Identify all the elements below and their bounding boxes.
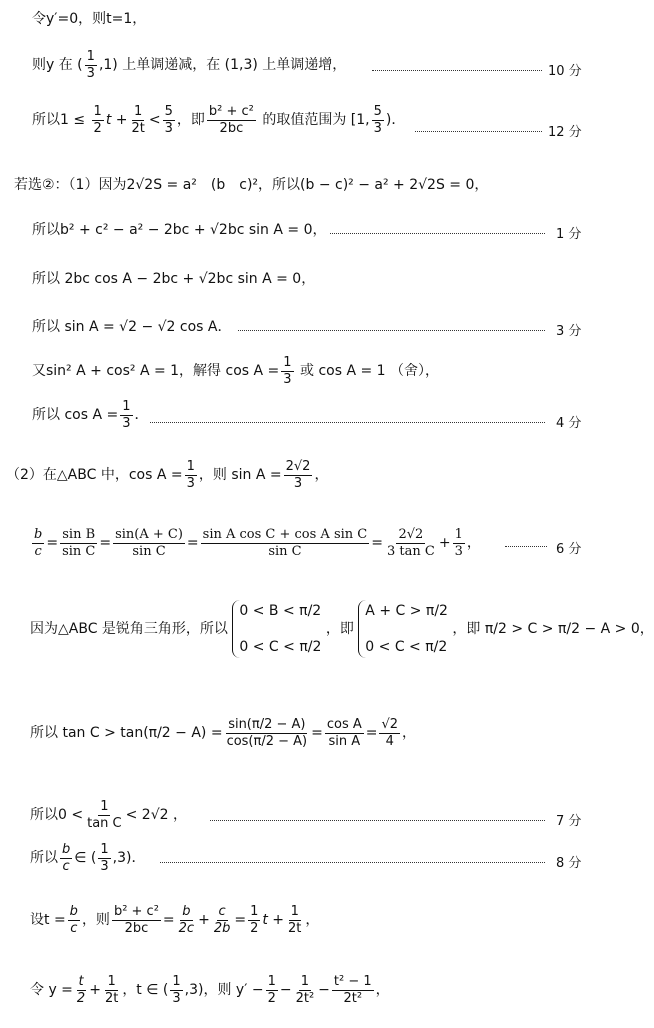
- dotted-leader: [210, 820, 545, 821]
- text: 或 cos A = 1 （舍），: [295, 363, 440, 380]
- numerator: sin(π/2 − A): [228, 717, 306, 732]
- fraction: [85, 50, 97, 80]
- text: 因为△ABC 是锐角三角形，所以: [30, 621, 228, 637]
- numerator: 1: [454, 527, 463, 542]
- brace-system: [358, 600, 448, 658]
- denominator: 2b: [213, 920, 231, 936]
- fraction: [177, 905, 196, 935]
- text: ，则 sin A =: [198, 467, 282, 484]
- numerator: 1: [186, 459, 195, 474]
- score-label: 10 分: [548, 64, 582, 79]
- fraction: [286, 905, 303, 935]
- numerator: 1: [250, 904, 259, 919]
- text: 设t =: [30, 912, 66, 929]
- denominator: 2bc: [124, 920, 149, 936]
- fraction: [170, 975, 182, 1005]
- numerator: t: [78, 974, 84, 989]
- fraction: [68, 905, 80, 935]
- text: （2）在△ABC 中，cos A =: [6, 467, 183, 484]
- denominator: tan C: [87, 815, 122, 831]
- text: 令 y =: [30, 982, 73, 999]
- denominator: c: [70, 920, 78, 936]
- dotted-leader: [238, 330, 545, 331]
- denominator: 2: [267, 990, 276, 1006]
- fraction: [92, 105, 104, 135]
- fraction: [284, 460, 313, 490]
- line-4: 若选②：（1）因为2√2S = a² (b c)²，所以(b − c)² − a² + 2√2S = 0，: [14, 177, 489, 193]
- fraction: [372, 105, 384, 135]
- text: 又sin² A + cos² A = 1，解得 cos A =: [32, 363, 280, 380]
- line-8: [32, 356, 439, 386]
- score-label: 3 分: [556, 324, 582, 339]
- text: ，: [375, 982, 390, 999]
- fraction: [325, 718, 364, 748]
- text: ∈ (: [74, 850, 97, 867]
- denominator: sin A: [328, 733, 361, 749]
- denominator: 3: [373, 120, 382, 136]
- numerator: b: [69, 904, 78, 919]
- numerator: 1: [267, 974, 276, 989]
- denominator: c: [62, 858, 70, 874]
- text: 的取值范围为 [1,: [257, 112, 370, 129]
- line-11: $\frac{b}{c}$ = $\frac{\text{sin B}}{\text{sin C}}$ = $\frac{\sin(A + C)}{\text{sin C}}$ = $\frac{\text{sin A cos C + cos A sin C}}{\text{sin C}}$ = $\frac{2√2}{\text{3 tan C}}$ + $\frac{1}{3}$ ，: [34, 527, 481, 559]
- line-13: 所以 tan C > tan(π/2 − A) = $\frac{\sin(\pi/2 - A)}{\cos(\pi/2 - A)}$ = $\frac{\text{cos A}}{\text{sin A}}$ = $\frac{√2}{4}$ ，: [30, 717, 417, 749]
- numerator: 1: [290, 904, 299, 919]
- denominator: 3: [164, 120, 173, 136]
- line-12: [30, 600, 654, 658]
- line-6: 所以 2bc cos A − 2bc + √2bc sin A = 0，: [32, 271, 316, 287]
- numerator: c: [218, 904, 226, 919]
- numerator: 2√2: [398, 527, 424, 542]
- denominator: c: [34, 543, 42, 559]
- numerator: b: [182, 904, 191, 919]
- fraction: [281, 356, 293, 386]
- fraction: [32, 528, 44, 558]
- text: ，即 π/2 > C > π/2 − A > 0，: [452, 621, 654, 637]
- fraction: [185, 460, 197, 490]
- text: ，: [314, 467, 329, 484]
- denominator: 2: [93, 120, 102, 136]
- text: )．: [385, 112, 406, 129]
- score-label: 4 分: [556, 416, 582, 431]
- line-2: [32, 50, 346, 80]
- line-1: 令y′=0，则t=1，: [32, 11, 147, 27]
- line-3: 所以1 ≤ $\frac{1}{2}$ t + $\frac{1}{2t}$ < $\frac{5}{3}$ ，即 $\frac{\text{b² + c²}}{2bc}$ 的取值范围为 [1, $\frac{5}{3}$ )．: [32, 104, 406, 136]
- inequality: 0 < B < π/2: [239, 603, 322, 619]
- numerator: b: [62, 842, 71, 857]
- line-9: [32, 400, 149, 430]
- dotted-leader: [330, 233, 545, 234]
- dotted-leader: [415, 131, 542, 132]
- fraction: [103, 975, 120, 1005]
- score-label: 12 分: [548, 125, 582, 140]
- line-15: [30, 843, 145, 873]
- denominator: 2bc: [219, 120, 244, 136]
- fraction: [98, 843, 110, 873]
- fraction: [201, 528, 370, 558]
- score-label: 7 分: [556, 814, 582, 829]
- line-7: 所以 sin A = √2 − √2 cos A．: [32, 319, 232, 335]
- denominator: 3: [86, 65, 95, 81]
- numerator: sin(A + C): [115, 527, 183, 542]
- fraction: [379, 718, 400, 748]
- text: 所以1 ≤: [32, 112, 86, 129]
- line-5: 所以b² + c² − a² − 2bc + √2bc sin A = 0，: [32, 222, 327, 238]
- numerator: 1: [86, 49, 95, 64]
- line-16: 设t = $\frac{b}{c}$ ，则 $\frac{\text{b² + c²}}{2bc}$ = $\frac{b}{2c}$ + $\frac{c}{2b}$ = $\frac{1}{2}$ t + $\frac{1}{2t}$ ，: [30, 904, 320, 936]
- denominator: 2t²: [343, 990, 363, 1006]
- fraction: [120, 400, 132, 430]
- inequality: 0 < C < π/2: [239, 639, 322, 655]
- denominator: 3: [172, 990, 181, 1006]
- text: 所以: [30, 850, 58, 867]
- text: ，即: [176, 112, 205, 129]
- text: 所以0 <: [30, 807, 84, 824]
- text: t +: [105, 112, 128, 129]
- numerator: 5: [373, 104, 382, 119]
- denominator: 2c: [178, 920, 195, 936]
- denominator: sin C: [62, 543, 96, 559]
- fraction: [385, 528, 437, 558]
- line-10: [6, 460, 328, 490]
- fraction: [113, 528, 185, 558]
- numerator: sin A cos C + cos A sin C: [202, 527, 368, 542]
- fraction: [332, 975, 374, 1005]
- numerator: 1: [107, 974, 116, 989]
- numerator: b² + c²: [208, 104, 254, 119]
- denominator: 2t: [131, 120, 145, 136]
- numerator: 1: [122, 399, 131, 414]
- text: 则y 在 (: [32, 57, 83, 74]
- fraction: [112, 905, 161, 935]
- numerator: 1: [134, 104, 143, 119]
- denominator: 4: [385, 733, 394, 749]
- text: < 2√2 ，: [125, 807, 187, 824]
- denominator: sin C: [132, 543, 166, 559]
- fraction: [225, 718, 310, 748]
- fraction: [266, 975, 278, 1005]
- text: 所以 cos A =: [32, 407, 119, 424]
- fraction: [85, 800, 124, 830]
- denominator: 3: [283, 371, 292, 387]
- denominator: 3: [186, 475, 195, 491]
- text: ,1) 上单调递减，在 (1,3) 上单调递增，: [98, 57, 347, 74]
- fraction: [212, 905, 233, 935]
- denominator: 2: [76, 990, 86, 1006]
- text: ．: [134, 407, 149, 424]
- text: ，t ∈ (: [122, 982, 169, 999]
- fraction: [60, 843, 72, 873]
- text: ，: [402, 725, 417, 742]
- numerator: 2√2: [285, 459, 311, 474]
- inequality: A + C > π/2: [365, 603, 448, 619]
- denominator: 3: [122, 415, 131, 431]
- dotted-leader: [150, 422, 545, 423]
- fraction: [207, 105, 256, 135]
- dotted-leader: [372, 70, 542, 71]
- fraction: [75, 975, 87, 1005]
- denominator: 2t²: [295, 990, 315, 1006]
- numerator: √2: [381, 717, 399, 732]
- denominator: 3: [293, 475, 303, 491]
- numerator: t² − 1: [333, 974, 372, 989]
- denominator: 2t: [104, 990, 119, 1006]
- numerator: 1: [93, 104, 102, 119]
- numerator: sin B: [62, 527, 96, 542]
- numerator: 1: [172, 974, 181, 989]
- fraction: [294, 975, 317, 1005]
- denominator: 3: [100, 858, 109, 874]
- denominator: 3: [454, 543, 463, 559]
- text: ，: [305, 912, 320, 929]
- numerator: 1: [300, 974, 310, 989]
- fraction: [248, 905, 260, 935]
- denominator: 2: [250, 920, 259, 936]
- numerator: 5: [164, 104, 173, 119]
- text: 所以 tan C > tan(π/2 − A) =: [30, 725, 223, 742]
- fraction: [163, 105, 175, 135]
- inequality: 0 < C < π/2: [365, 639, 448, 655]
- denominator: sin C: [268, 543, 302, 559]
- text: ，则: [81, 912, 110, 929]
- brace-system: [232, 600, 321, 658]
- fraction: [60, 528, 97, 558]
- numerator: 1: [100, 842, 109, 857]
- numerator: b² + c²: [113, 904, 159, 919]
- line-17: 令 y = $\frac{t}{2}$ + $\frac{1}{2t}$ ，t ∈ ( $\frac{1}{3}$ ,3)，则 y′ − $\frac{1}{2}$ − $\frac{1}{\text{2t²}}$ − $\frac{\text{t² − 1}}{\text{2t²}}$ ，: [30, 974, 390, 1006]
- score-label: 8 分: [556, 856, 582, 871]
- fraction: [130, 105, 147, 135]
- denominator: 3 tan C: [386, 543, 435, 559]
- numerator: b: [34, 527, 43, 542]
- text: t +: [262, 912, 285, 929]
- numerator: 1: [283, 355, 292, 370]
- denominator: 2t: [288, 920, 302, 936]
- denominator: cos(π/2 − A): [226, 733, 308, 749]
- fraction: [453, 528, 465, 558]
- text: ,3)．: [112, 850, 146, 867]
- line-14: [30, 800, 187, 830]
- numerator: cos A: [326, 717, 362, 732]
- score-label: 6 分: [556, 542, 582, 557]
- text: ，即: [325, 621, 354, 637]
- dotted-leader: [505, 546, 547, 547]
- score-label: 1 分: [556, 227, 582, 242]
- numerator: 1: [100, 799, 109, 814]
- text: ,3)，则 y′ −: [184, 982, 264, 999]
- dotted-leader: [160, 862, 545, 863]
